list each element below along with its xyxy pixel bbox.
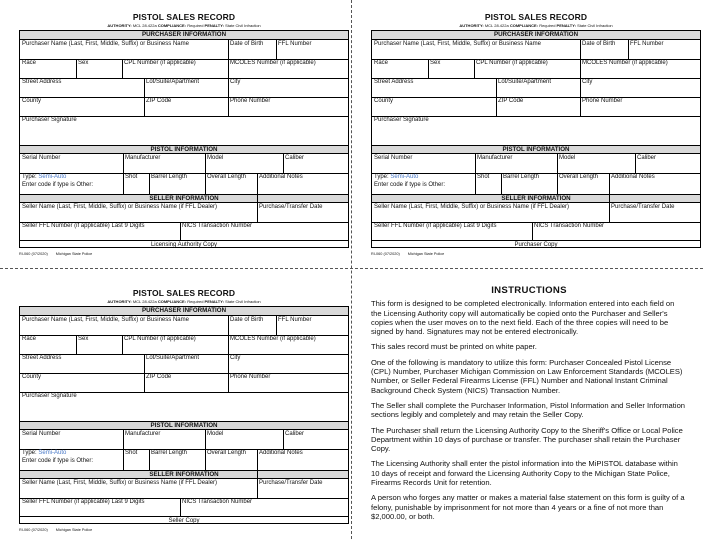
serial-number-field[interactable]: Serial Number bbox=[22, 431, 61, 437]
copy-label: Licensing Authority Copy bbox=[20, 240, 348, 249]
seller-ffl-field[interactable]: Seller FFL Number (if applicable) Last 9 Digits bbox=[22, 223, 145, 229]
section-purchaser-information: PURCHASER INFORMATION bbox=[20, 307, 348, 316]
overall-length-field[interactable]: Overall Length bbox=[559, 174, 599, 180]
nics-number-field[interactable]: NICS Transaction Number bbox=[182, 499, 253, 505]
vertical-cut-line bbox=[351, 0, 352, 539]
form-authority-line: AUTHORITY: MCL 28.422a COMPLIANCE: Required PENALTY: State Civil Infraction bbox=[107, 299, 261, 304]
serial-number-field[interactable]: Serial Number bbox=[374, 155, 413, 161]
zip-code-field[interactable]: ZIP Code bbox=[146, 374, 172, 380]
phone-number-field[interactable]: Phone Number bbox=[582, 98, 623, 104]
instruction-paragraph: This form is designed to be completed electronically. Information entered into each field on the Licensing Authority copy will automatically be copied onto the Purchaser and Seller's copies when the user moves on to the next field. Each of the three copies will need to be signed by hand. Signatures may not be entered electronically. bbox=[371, 299, 675, 337]
form-title: PISTOL SALES RECORD bbox=[132, 288, 236, 298]
phone-number-field[interactable]: Phone Number bbox=[230, 98, 271, 104]
cpl-number-field[interactable]: CPL Number (if applicable) bbox=[124, 336, 196, 342]
instructions-heading: INSTRUCTIONS bbox=[491, 285, 567, 296]
type-select-value[interactable]: Semi-Auto bbox=[38, 450, 67, 456]
copy-label: Seller Copy bbox=[20, 516, 348, 525]
seller-name-field[interactable]: Seller Name (Last, First, Middle, Suffix) or Business Name (if FFL Dealer) bbox=[374, 204, 570, 210]
seller-name-field[interactable]: Seller Name (Last, First, Middle, Suffix) or Business Name (if FFL Dealer) bbox=[22, 480, 218, 486]
licensing-authority-copy-form bbox=[19, 12, 349, 256]
sex-field[interactable]: Sex bbox=[78, 336, 89, 342]
form-grid bbox=[371, 30, 701, 248]
street-address-field[interactable]: Street Address bbox=[374, 79, 414, 85]
form-grid bbox=[19, 30, 349, 248]
type-field[interactable]: Type: Semi-Auto Enter code if type is Other: bbox=[22, 450, 94, 464]
date-of-birth-field[interactable]: Date of Birth bbox=[230, 41, 264, 47]
purchaser-signature-field[interactable]: Purchaser Signature bbox=[22, 117, 77, 123]
street-address-field[interactable]: Street Address bbox=[22, 355, 62, 361]
barrel-length-field[interactable]: Barrel Length bbox=[151, 450, 188, 456]
ffl-number-field[interactable]: FFL Number bbox=[630, 41, 664, 47]
section-seller-information: SELLER INFORMATION bbox=[372, 194, 700, 203]
additional-notes-field[interactable]: Additional Notes bbox=[259, 450, 303, 456]
mcoles-number-field[interactable]: MCOLES Number (if applicable) bbox=[230, 60, 316, 66]
type-field[interactable]: Type: Semi-Auto Enter code if type is Other: bbox=[374, 174, 446, 188]
zip-code-field[interactable]: ZIP Code bbox=[146, 98, 172, 104]
additional-notes-field[interactable]: Additional Notes bbox=[259, 174, 303, 180]
date-of-birth-field[interactable]: Date of Birth bbox=[230, 317, 264, 323]
form-title: PISTOL SALES RECORD bbox=[484, 12, 588, 22]
section-seller-information: SELLER INFORMATION bbox=[20, 194, 348, 203]
seller-name-field[interactable]: Seller Name (Last, First, Middle, Suffix) or Business Name (if FFL Dealer) bbox=[22, 204, 218, 210]
city-field[interactable]: City bbox=[582, 79, 593, 85]
nics-number-field[interactable]: NICS Transaction Number bbox=[182, 223, 253, 229]
instruction-paragraph: A person who forges any matter or makes a material false statement on this form is guilty of a felony, punishable by imprisonment for not more than 4 years or a fine of not more than $2,000.00, or both. bbox=[371, 493, 685, 521]
section-pistol-information: PISTOL INFORMATION bbox=[372, 145, 700, 154]
shot-field[interactable]: Shot bbox=[125, 450, 138, 456]
form-authority-line: AUTHORITY: MCL 28.422a COMPLIANCE: Required PENALTY: State Civil Infraction bbox=[459, 23, 613, 28]
shot-field[interactable]: Shot bbox=[125, 174, 138, 180]
form-authority-line: AUTHORITY: MCL 28.422a COMPLIANCE: Required PENALTY: State Civil Infraction bbox=[107, 23, 261, 28]
purchase-date-field[interactable]: Purchase/Transfer Date bbox=[259, 480, 323, 486]
seller-ffl-field[interactable]: Seller FFL Number (if applicable) Last 9 Digits bbox=[374, 223, 497, 229]
cpl-number-field[interactable]: CPL Number (if applicable) bbox=[476, 60, 548, 66]
race-field[interactable]: Race bbox=[22, 60, 37, 66]
section-purchaser-information: PURCHASER INFORMATION bbox=[20, 31, 348, 40]
instruction-paragraph: The Purchaser shall return the Licensing Authority Copy to the Sheriff's Office or Local Police Department within 10 days of purchase or transfer. The purchaser shall retain the Purchaser Copy. bbox=[371, 425, 683, 454]
mcoles-number-field[interactable]: MCOLES Number (if applicable) bbox=[230, 336, 316, 342]
caliber-field[interactable]: Caliber bbox=[285, 155, 305, 161]
caliber-field[interactable]: Caliber bbox=[285, 431, 305, 437]
mcoles-number-field[interactable]: MCOLES Number (if applicable) bbox=[582, 60, 668, 66]
race-field[interactable]: Race bbox=[22, 336, 37, 342]
overall-length-field[interactable]: Overall Length bbox=[207, 174, 247, 180]
purchaser-name-field[interactable]: Purchaser Name (Last, First, Middle, Suffix) or Business Name bbox=[374, 41, 541, 47]
section-pistol-information: PISTOL INFORMATION bbox=[20, 145, 348, 154]
seller-ffl-field[interactable]: Seller FFL Number (if applicable) Last 9 Digits bbox=[22, 499, 145, 505]
phone-number-field[interactable]: Phone Number bbox=[230, 374, 271, 380]
serial-number-field[interactable]: Serial Number bbox=[22, 155, 61, 161]
street-address-field[interactable]: Street Address bbox=[22, 79, 62, 85]
purchase-date-field[interactable]: Purchase/Transfer Date bbox=[611, 204, 675, 210]
form-footer: RI-060 (07/2020) Michigan State Police bbox=[371, 252, 445, 256]
form-title: PISTOL SALES RECORD bbox=[132, 12, 236, 22]
horizontal-cut-line bbox=[0, 268, 703, 269]
sex-field[interactable]: Sex bbox=[78, 60, 89, 66]
section-purchaser-information: PURCHASER INFORMATION bbox=[372, 31, 700, 40]
instruction-paragraph: The Seller shall complete the Purchaser Information, Pistol Information and Seller Information sections legibly and completely and may retain the Seller Copy. bbox=[371, 400, 686, 420]
purchaser-name-field[interactable]: Purchaser Name (Last, First, Middle, Suffix) or Business Name bbox=[22, 41, 189, 47]
purchaser-signature-field[interactable]: Purchaser Signature bbox=[22, 393, 77, 399]
additional-notes-field[interactable]: Additional Notes bbox=[611, 174, 655, 180]
section-pistol-information: PISTOL INFORMATION bbox=[20, 421, 348, 430]
ffl-number-field[interactable]: FFL Number bbox=[278, 317, 312, 323]
county-field[interactable]: County bbox=[374, 98, 394, 104]
seller-copy-form bbox=[19, 288, 349, 532]
type-field[interactable]: Type: Semi-Auto Enter code if type is Other: bbox=[22, 174, 94, 188]
overall-length-field[interactable]: Overall Length bbox=[207, 450, 247, 456]
caliber-field[interactable]: Caliber bbox=[637, 155, 657, 161]
race-field[interactable]: Race bbox=[374, 60, 389, 66]
form-grid bbox=[19, 306, 349, 524]
barrel-length-field[interactable]: Barrel Length bbox=[151, 174, 188, 180]
purchaser-signature-field[interactable]: Purchaser Signature bbox=[374, 117, 429, 123]
manufacturer-field[interactable]: Manufacturer bbox=[125, 431, 161, 437]
manufacturer-field[interactable]: Manufacturer bbox=[477, 155, 513, 161]
county-field[interactable]: County bbox=[22, 98, 42, 104]
lot-suite-field[interactable]: Lot/Suite/Apartment bbox=[146, 355, 200, 361]
nics-number-field[interactable]: NICS Transaction Number bbox=[534, 223, 605, 229]
instructions-panel bbox=[371, 286, 687, 527]
zip-code-field[interactable]: ZIP Code bbox=[498, 98, 524, 104]
ffl-number-field[interactable]: FFL Number bbox=[278, 41, 312, 47]
date-of-birth-field[interactable]: Date of Birth bbox=[582, 41, 616, 47]
lot-suite-field[interactable]: Lot/Suite/Apartment bbox=[146, 79, 200, 85]
model-field[interactable]: Model bbox=[559, 155, 576, 161]
instruction-paragraph: This sales record must be printed on white paper. bbox=[371, 342, 537, 352]
shot-field[interactable]: Shot bbox=[477, 174, 490, 180]
purchaser-copy-form bbox=[371, 12, 701, 256]
city-field[interactable]: City bbox=[230, 79, 241, 85]
type-select-value[interactable]: Semi-Auto bbox=[390, 174, 419, 180]
copy-label: Purchaser Copy bbox=[372, 240, 700, 249]
form-footer: RI-060 (07/2020) Michigan State Police bbox=[19, 528, 93, 532]
barrel-length-field[interactable]: Barrel Length bbox=[503, 174, 540, 180]
instruction-paragraph: The Licensing Authority shall enter the pistol information into the MiPISTOL database within 10 days of receipt and forward the Licensing Authority Copy to the Michigan State Police, Firearms Records Unit for retention. bbox=[371, 459, 678, 488]
section-seller-information: SELLER INFORMATION bbox=[20, 470, 348, 479]
city-field[interactable]: City bbox=[230, 355, 241, 361]
county-field[interactable]: County bbox=[22, 374, 42, 380]
model-field[interactable]: Model bbox=[207, 431, 224, 437]
purchaser-name-field[interactable]: Purchaser Name (Last, First, Middle, Suffix) or Business Name bbox=[22, 317, 189, 323]
form-footer: RI-060 (07/2020) Michigan State Police bbox=[19, 252, 93, 256]
sex-field[interactable]: Sex bbox=[430, 60, 441, 66]
instruction-paragraph: One of the following is mandatory to utilize this form: Purchaser Concealed Pistol License (CPL) Number, Purchaser Michigan Commission on Law Enforcement Standards (MCOLES) Number, or Seller Federal Firearms License (FFL) Number and National Instant Criminal Background Check System (NICS) Transaction Number. bbox=[371, 357, 683, 395]
cpl-number-field[interactable]: CPL Number (if applicable) bbox=[124, 60, 196, 66]
manufacturer-field[interactable]: Manufacturer bbox=[125, 155, 161, 161]
purchase-date-field[interactable]: Purchase/Transfer Date bbox=[259, 204, 323, 210]
lot-suite-field[interactable]: Lot/Suite/Apartment bbox=[498, 79, 552, 85]
model-field[interactable]: Model bbox=[207, 155, 224, 161]
type-select-value[interactable]: Semi-Auto bbox=[38, 174, 67, 180]
